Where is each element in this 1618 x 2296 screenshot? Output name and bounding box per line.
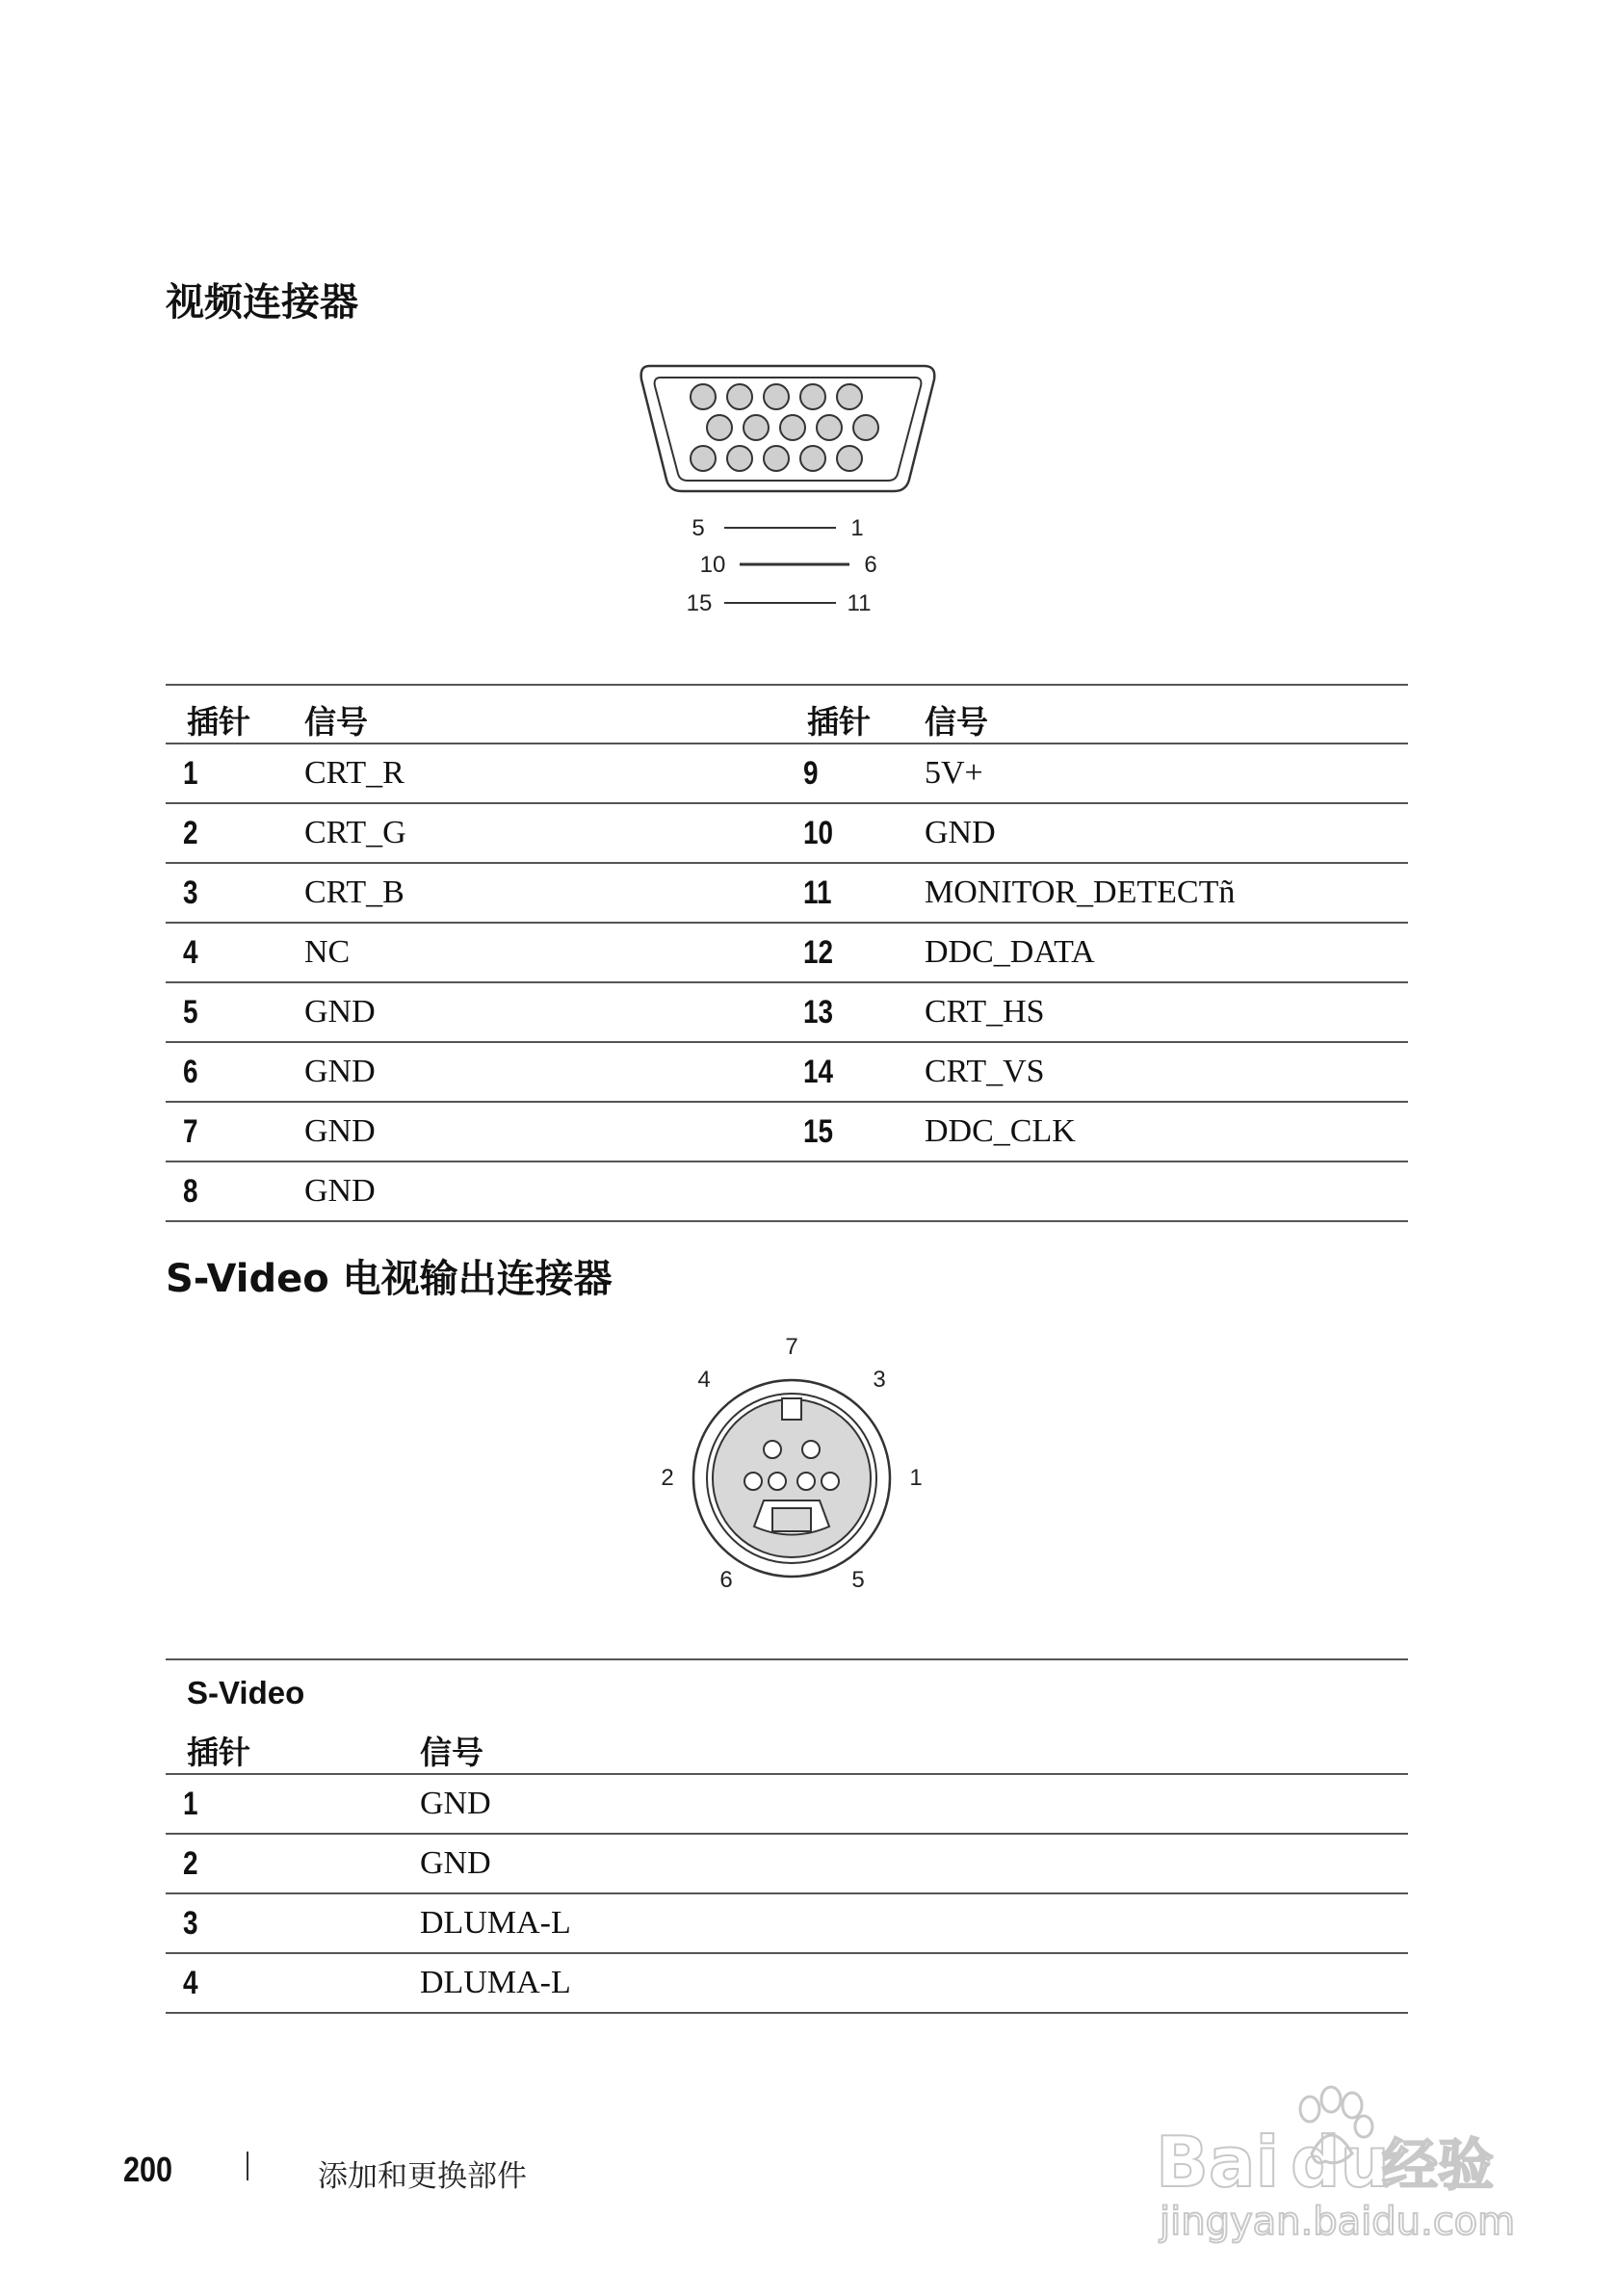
table-row <box>166 982 1408 1042</box>
signal-name: CRT_R <box>283 744 786 803</box>
svideo-label-6: 6 <box>719 1567 733 1593</box>
vga-pin-hole <box>764 384 789 409</box>
signal-name: MONITOR_DETECTñ <box>903 863 1408 923</box>
svideo-pin-hole <box>797 1473 815 1490</box>
vga-pin-hole <box>837 446 862 471</box>
header-pin: 插针 <box>166 1716 399 1774</box>
watermark-brand: Bai <box>1156 2122 1280 2203</box>
header-pin: 插针 <box>166 685 283 744</box>
table-header-row <box>166 1716 1408 1774</box>
svideo-label-4: 4 <box>697 1367 711 1393</box>
signal-name: CRT_HS <box>903 982 1408 1042</box>
vga-pin-hole <box>727 384 752 409</box>
vga-legend-left-2: 10 <box>699 552 726 578</box>
pin-number: 9 <box>786 744 882 803</box>
vga-pin-hole <box>727 446 752 471</box>
signal-name: NC <box>283 923 786 982</box>
watermark-brand-cn: 经验 <box>1382 2132 1495 2198</box>
pin-number: 4 <box>166 923 262 982</box>
pin-number: 3 <box>166 863 262 923</box>
table-row <box>166 863 1408 923</box>
svideo-table-caption: S-Video <box>166 1659 1408 1716</box>
pin-number: 1 <box>166 1774 356 1834</box>
header-signal: 信号 <box>283 685 786 744</box>
table-row <box>166 1953 1408 2013</box>
signal-name: GND <box>283 1042 786 1102</box>
table-header-row <box>166 685 1408 744</box>
signal-name: GND <box>399 1834 1408 1893</box>
watermark-url: jingyan.baidu.com <box>1160 2200 1516 2244</box>
baidu-watermark <box>1146 2061 1531 2254</box>
svideo-pin-hole <box>769 1473 786 1490</box>
pin-number: 7 <box>166 1102 262 1161</box>
pin-number: 15 <box>786 1102 882 1161</box>
vga-legend-left-3: 15 <box>686 590 713 616</box>
signal-name: DLUMA-L <box>399 1953 1408 2013</box>
table-row <box>166 744 1408 803</box>
svideo-label-7: 7 <box>785 1334 798 1360</box>
vga-pin-hole <box>764 446 789 471</box>
svideo-connector-diagram <box>640 1329 949 1618</box>
vga-pin-hole <box>707 415 732 440</box>
table-row <box>166 1834 1408 1893</box>
footer-section-title: 添加和更换部件 <box>318 2159 527 2194</box>
pin-number: 5 <box>166 982 262 1042</box>
vga-pin-hole <box>837 384 862 409</box>
vga-pin-holes <box>691 384 878 471</box>
pin-number: 13 <box>786 982 882 1042</box>
signal-name: CRT_VS <box>903 1042 1408 1102</box>
svideo-section-title: S-Video 电视输出连接器 <box>166 1257 613 1301</box>
vga-pin-hole <box>800 384 825 409</box>
vga-pin-hole <box>691 446 716 471</box>
signal-name: GND <box>283 982 786 1042</box>
signal-name: DDC_CLK <box>903 1102 1408 1161</box>
vga-pin-hole <box>744 415 769 440</box>
vga-legend-left-1: 5 <box>692 515 705 541</box>
signal-name: DLUMA-L <box>399 1893 1408 1953</box>
pin-number: 2 <box>166 803 262 863</box>
signal-name: CRT_B <box>283 863 786 923</box>
vga-connector-diagram <box>636 356 963 626</box>
signal-name <box>903 1161 1408 1221</box>
vga-section-title: 视频连接器 <box>166 280 358 325</box>
table-row <box>166 1161 1408 1221</box>
header-pin: 插针 <box>786 685 903 744</box>
svideo-pinout-table <box>166 1658 1408 2014</box>
table-row <box>166 803 1408 863</box>
table-row <box>166 1893 1408 1953</box>
signal-name: GND <box>283 1161 786 1221</box>
pin-number: 1 <box>166 744 262 803</box>
footer-separator <box>247 2152 248 2180</box>
svideo-pin-hole <box>822 1473 839 1490</box>
svideo-pin-hole <box>802 1441 820 1458</box>
pin-number: 2 <box>166 1834 356 1893</box>
pin-number: 3 <box>166 1893 356 1953</box>
header-signal: 信号 <box>399 1716 1408 1774</box>
pin-number <box>786 1161 882 1221</box>
page-number: 200 <box>123 2150 173 2189</box>
vga-pinout-table <box>166 684 1408 1222</box>
vga-pin-hole <box>800 446 825 471</box>
pin-number: 11 <box>786 863 882 923</box>
vga-legend-right-3: 11 <box>847 590 872 616</box>
pin-number: 14 <box>786 1042 882 1102</box>
vga-legend-right-2: 6 <box>864 552 877 578</box>
vga-legend-right-1: 1 <box>850 515 864 541</box>
vga-pin-legend <box>687 515 877 616</box>
watermark-brand-2: du <box>1291 2122 1390 2203</box>
vga-pin-hole <box>853 415 878 440</box>
signal-name: CRT_G <box>283 803 786 863</box>
signal-name: 5V+ <box>903 744 1408 803</box>
vga-pin-hole <box>691 384 716 409</box>
signal-name: DDC_DATA <box>903 923 1408 982</box>
svideo-label-3: 3 <box>873 1367 886 1393</box>
svideo-label-5: 5 <box>851 1567 865 1593</box>
pin-number: 6 <box>166 1042 262 1102</box>
vga-pin-hole <box>817 415 842 440</box>
pin-number: 10 <box>786 803 882 863</box>
signal-name: GND <box>399 1774 1408 1834</box>
table-caption-row <box>166 1659 1408 1716</box>
pin-number: 8 <box>166 1161 262 1221</box>
signal-name: GND <box>903 803 1408 863</box>
pin-number: 4 <box>166 1953 356 2013</box>
table-row <box>166 1102 1408 1161</box>
svideo-label-2: 2 <box>661 1465 674 1491</box>
svideo-pin-hole <box>744 1473 762 1490</box>
svideo-label-1: 1 <box>909 1465 923 1491</box>
vga-pin-hole <box>780 415 805 440</box>
svideo-connector-body <box>693 1380 890 1577</box>
svideo-pin-hole <box>764 1441 781 1458</box>
table-row <box>166 1774 1408 1834</box>
header-signal: 信号 <box>903 685 1408 744</box>
pin-number: 12 <box>786 923 882 982</box>
table-row <box>166 923 1408 982</box>
signal-name: GND <box>283 1102 786 1161</box>
table-row <box>166 1042 1408 1102</box>
